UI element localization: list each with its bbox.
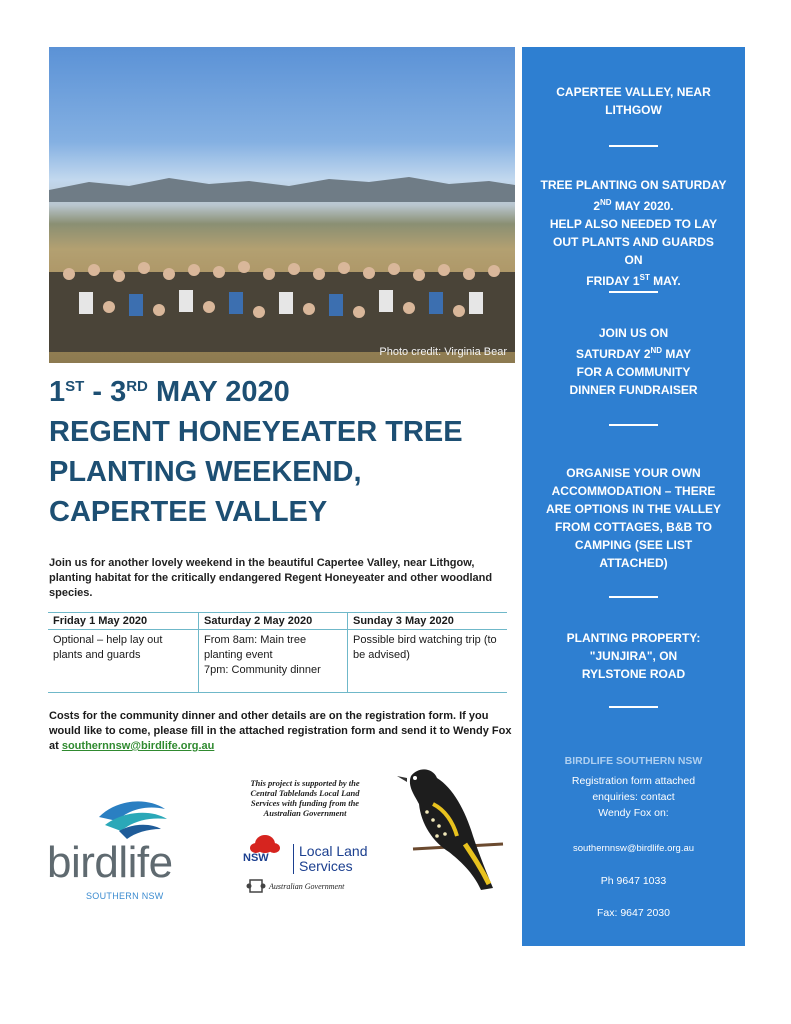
schedule-table bbox=[48, 612, 507, 693]
page-title bbox=[49, 367, 514, 532]
sidebar-property: PLANTING PROPERTY: "JUNJIRA", ON RYLSTONE ROAD bbox=[566, 631, 701, 681]
title-dates: 1ST - 3RD MAY 2020 bbox=[49, 376, 290, 408]
intro-paragraph: Join us for another lovely weekend in the beautiful Capertee Valley, near Lithgow, planting habitat for the critically endangered Regent Honeyeater and other woodland species. bbox=[49, 557, 493, 599]
title-line-3: PLANTING WEEKEND, bbox=[49, 456, 362, 488]
photo-credit: Photo credit: Virginia Bear bbox=[379, 346, 507, 358]
nsw-text: NSW bbox=[243, 852, 269, 864]
birdlife-bird-icon bbox=[47, 795, 207, 843]
costs-paragraph: Costs for the community dinner and other details are on the registration form. If you would like to come, please fill in the attached registration form and send it to Wendy Fox at southernnsw@birdlife.org.au bbox=[49, 710, 512, 752]
header-friday: Friday 1 May 2020 bbox=[48, 613, 199, 630]
birdlife-sub: SOUTHERN NSW bbox=[86, 891, 164, 901]
sidebar-planting: TREE PLANTING ON SATURDAY 2ND MAY 2020. HELP ALSO NEEDED TO LAY OUT PLANTS AND GUARDS ON FRIDAY 1ST MAY. bbox=[540, 178, 727, 288]
org-phone: Ph 9647 1033 bbox=[600, 875, 667, 887]
hills-graphic bbox=[49, 172, 515, 202]
header-sunday: Sunday 3 May 2020 bbox=[348, 613, 508, 630]
info-sidebar bbox=[522, 47, 745, 946]
org-email[interactable]: southernnsw@birdlife.org.au bbox=[572, 843, 695, 854]
hero-photo bbox=[49, 47, 515, 363]
sidebar-dinner: JOIN US ON SATURDAY 2ND MAY FOR A COMMUNITY DINNER FUNDRAISER bbox=[569, 326, 698, 397]
sidebar-contact: BIRDLIFE SOUTHERN NSW Registration form attached enquiries: contact Wendy Fox on: southernnsw@birdlife.org.au Ph 9647 1033 Fax: 9647 2030 bbox=[522, 753, 745, 921]
cell-sunday: Possible bird watching trip (to be advised) bbox=[348, 630, 508, 693]
support-text: This project is supported by the Central Tablelands Local Land Services with funding from the Australian Government bbox=[250, 778, 360, 818]
birdlife-wordmark: birdlife bbox=[47, 838, 173, 887]
title-line-4: CAPERTEE VALLEY bbox=[49, 496, 328, 528]
org-fax: Fax: 9647 2030 bbox=[597, 907, 670, 919]
birdlife-logo bbox=[47, 795, 207, 905]
australian-government-text: Australian Government bbox=[269, 882, 345, 891]
divider bbox=[609, 706, 658, 708]
divider bbox=[609, 145, 658, 147]
cell-friday: Optional – help lay out plants and guards bbox=[53, 634, 163, 661]
title-line-2: REGENT HONEYEATER TREE bbox=[49, 416, 463, 448]
divider bbox=[609, 291, 658, 293]
divider bbox=[609, 596, 658, 598]
divider bbox=[609, 424, 658, 426]
table-header-row bbox=[48, 613, 507, 630]
header-saturday: Saturday 2 May 2020 bbox=[199, 613, 348, 630]
lls-text: Local Land Services bbox=[293, 844, 368, 874]
nsw-lls-logo bbox=[243, 834, 373, 894]
org-name: BIRDLIFE SOUTHERN NSW bbox=[564, 755, 703, 767]
sidebar-location: CAPERTEE VALLEY, NEAR LITHGOW bbox=[556, 85, 711, 117]
crest-icon bbox=[246, 878, 266, 894]
cell-saturday: From 8am: Main tree planting event 7pm: Community dinner bbox=[199, 630, 348, 693]
table-row bbox=[48, 630, 507, 693]
sidebar-accommodation: ORGANISE YOUR OWN ACCOMMODATION – THERE ARE OPTIONS IN THE VALLEY FROM COTTAGES, B&B TO CAMPING (SEE LIST ATTACHED) bbox=[545, 466, 722, 570]
email-link[interactable]: southernnsw@birdlife.org.au bbox=[61, 740, 215, 752]
regent-honeyeater-illustration bbox=[393, 764, 508, 894]
